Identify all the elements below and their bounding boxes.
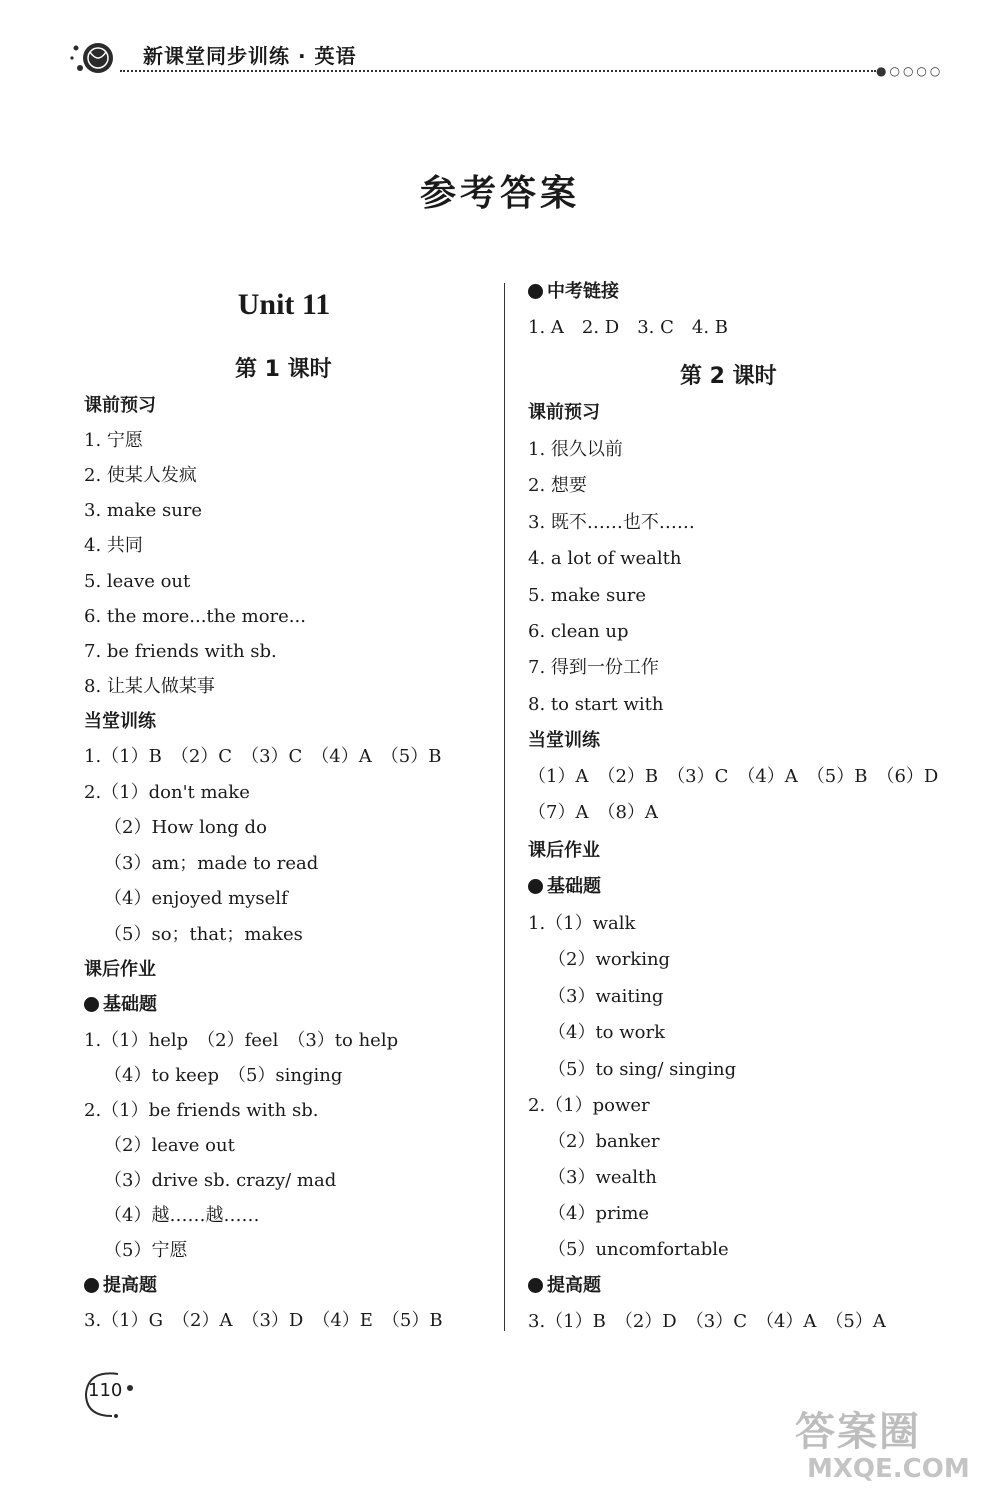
answer-line: 1.（1）help （2）feel （3）to help (84, 1030, 399, 1051)
answer-line: 2.（1）be friends with sb. (84, 1100, 319, 1121)
answer-line: 2.（1）power (528, 1095, 650, 1116)
answer-line: （5）so；that；makes (104, 924, 303, 945)
section-heading: 课后作业 (84, 959, 156, 980)
lesson-1-heading: 第 1 课时 (235, 357, 332, 382)
answer-line: 6. clean up (528, 621, 629, 642)
answer-line: （4）越……越…… (104, 1205, 260, 1226)
answer-line: 6. the more...the more... (84, 606, 306, 627)
answer-line: 3.（1）G （2）A （3）D （4）E （5）B (84, 1310, 443, 1331)
answer-line: 4. a lot of wealth (528, 548, 682, 569)
page-title: 参考答案 (419, 173, 580, 214)
answer-line: 3. make sure (84, 500, 203, 521)
answer-line: 2. 想要 (528, 475, 587, 496)
answer-line: 1. A 2. D 3. C 4. B (528, 317, 729, 338)
lesson-2-heading: 第 2 课时 (680, 364, 777, 389)
section-heading: 课前预习 (84, 395, 156, 416)
section-heading: 课前预习 (528, 402, 600, 423)
answer-line: 1.（1）B （2）C （3）C （4）A （5）B (84, 746, 442, 767)
subsection-heading: 中考链接 (528, 282, 619, 302)
header-logo-icon (68, 38, 120, 78)
subsection-heading: 提高题 (528, 1276, 601, 1296)
watermark (795, 1400, 995, 1490)
answer-line: （3）am；made to read (104, 853, 319, 874)
answer-line: 3.（1）B （2）D （3）C （4）A （5）A (528, 1311, 886, 1332)
answer-line: （2）leave out (104, 1135, 235, 1156)
answer-line: （4）prime (548, 1203, 650, 1224)
answer-line: 1. 很久以前 (528, 439, 623, 460)
answer-line: 1.（1）walk (528, 913, 636, 934)
answer-line: 2. 使某人发疯 (84, 465, 197, 486)
answer-line: 7. 得到一份工作 (528, 657, 659, 678)
subsection-heading: 基础题 (528, 877, 601, 897)
section-heading: 当堂训练 (528, 730, 600, 751)
answer-line: （2）working (548, 949, 671, 970)
header-divider (120, 70, 876, 72)
subsection-heading: 提高题 (84, 1276, 157, 1296)
unit-title: Unit 11 (237, 288, 331, 321)
answer-line: （5）to sing/ singing (548, 1059, 737, 1080)
answer-line: 5. make sure (528, 585, 647, 606)
answer-line: （4）enjoyed myself (104, 888, 288, 909)
answer-line: （1）A （2）B （3）C （4）A （5）B （6）D (528, 766, 939, 787)
answer-line: （2）How long do (104, 817, 267, 838)
answer-line: （5）宁愿 (104, 1240, 188, 1261)
answer-line: （3）drive sb. crazy/ mad (104, 1170, 337, 1191)
section-heading: 课后作业 (528, 840, 600, 861)
subsection-heading: 基础题 (84, 995, 157, 1015)
answer-line: 1. 宁愿 (84, 430, 143, 451)
header-title: 新课堂同步训练 · 英语 (143, 44, 357, 68)
page-number: 110 (88, 1380, 123, 1401)
answer-line: 5. leave out (84, 571, 191, 592)
answer-line: （7）A （8）A (528, 802, 658, 823)
answer-line: 8. 让某人做某事 (84, 676, 215, 697)
answer-line: 4. 共同 (84, 535, 143, 556)
answer-line: （4）to work (548, 1022, 665, 1043)
section-heading: 当堂训练 (84, 711, 156, 732)
answer-line: （3）wealth (548, 1167, 657, 1188)
answer-line: （5）uncomfortable (548, 1239, 729, 1260)
answer-line: 2.（1）don't make (84, 782, 250, 803)
answer-line: 8. to start with (528, 694, 664, 715)
answer-line: 3. 既不……也不…… (528, 512, 695, 533)
watermark-top-text: 答案圈 (795, 1409, 921, 1455)
answer-line: （2）banker (548, 1131, 660, 1152)
watermark-bottom-text: MXQE.COM (807, 1454, 970, 1484)
answer-line: 7. be friends with sb. (84, 641, 277, 662)
answer-line: （4）to keep （5）singing (104, 1065, 343, 1086)
header-dots: ●○○○○ (876, 64, 944, 78)
answer-line: （3）waiting (548, 986, 664, 1007)
column-divider (504, 283, 505, 1331)
